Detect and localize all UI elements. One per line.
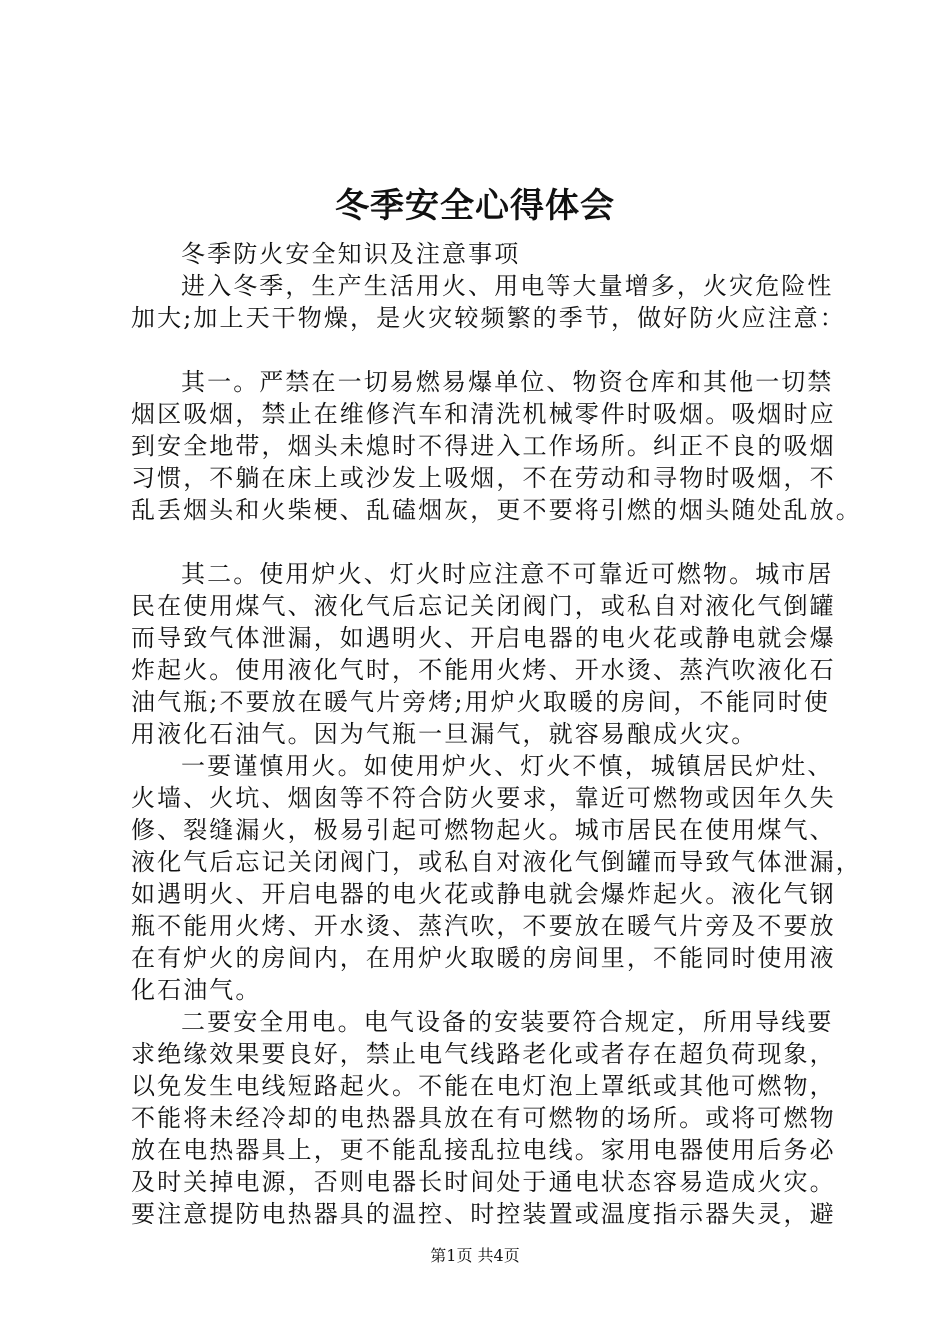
page-number-footer: 第1页 共4页: [430, 1246, 520, 1265]
paragraph-line: 其一。严禁在一切易燃易爆单位、物资仓库和其他一切禁: [181, 368, 834, 396]
paragraph-line: 以免发生电线短路起火。不能在电灯泡上罩纸或其他可燃物，: [131, 1072, 836, 1100]
paragraph-line: 进入冬季，生产生活用火、用电等大量增多，火灾危险性: [181, 272, 834, 300]
paragraph-line: 习惯，不躺在床上或沙发上吸烟，不在劳动和寻物时吸烟，不: [131, 464, 836, 492]
document-body: [131, 238, 862, 1230]
paragraph-line: 用液化石油气。因为气瓶一旦漏气，就容易酿成火灾。: [131, 720, 758, 748]
paragraph-line: 如遇明火、开启电器的电火花或静电就会爆炸起火。液化气钢: [131, 880, 836, 908]
paragraph-line: 加大;加上天干物燥，是火灾较频繁的季节，做好防火应注意：: [131, 304, 846, 332]
paragraph-line: 二要安全用电。电气设备的安装要符合规定，所用导线要: [181, 1008, 834, 1036]
blank-line: [131, 334, 831, 366]
paragraph-line: 烟区吸烟，禁止在维修汽车和清洗机械零件时吸烟。吸烟时应: [131, 400, 836, 428]
paragraph-line: 而导致气体泄漏，如遇明火、开启电器的电火花或静电就会爆: [131, 624, 836, 652]
paragraph-line: 其二。使用炉火、灯火时应注意不可靠近可燃物。城市居: [181, 560, 834, 588]
paragraph-line: 修、裂缝漏火，极易引起可燃物起火。城市居民在使用煤气、: [131, 816, 836, 844]
paragraph-line: 乱丢烟头和火柴梗、乱磕烟灰，更不要将引燃的烟头随处乱放。: [131, 496, 862, 524]
paragraph-line: 要注意提防电热器具的温控、时控装置或温度指示器失灵，避: [131, 1200, 836, 1228]
paragraph-line: 一要谨慎用火。如使用炉火、灯火不慎，城镇居民炉灶、: [181, 752, 834, 780]
paragraph-line: 及时关掉电源，否则电器长时间处于通电状态容易造成火灾。: [131, 1168, 836, 1196]
document-title: 冬季安全心得体会: [335, 186, 615, 226]
paragraph-line: 液化气后忘记关闭阀门，或私自对液化气倒罐而导致气体泄漏，: [131, 848, 862, 876]
paragraph-line: 化石油气。: [131, 976, 262, 1004]
paragraph-line: 到安全地带，烟头未熄时不得进入工作场所。纠正不良的吸烟: [131, 432, 836, 460]
paragraph-line: 瓶不能用火烤、开水烫、蒸汽吹，不要放在暖气片旁及不要放: [131, 912, 836, 940]
paragraph-line: 油气瓶;不要放在暖气片旁烤;用炉火取暖的房间，不能同时使: [131, 688, 830, 716]
blank-line: [131, 526, 831, 558]
paragraph-line: 不能将未经冷却的电热器具放在有可燃物的场所。或将可燃物: [131, 1104, 836, 1132]
paragraph-line: 求绝缘效果要良好，禁止电气线路老化或者存在超负荷现象，: [131, 1040, 836, 1068]
paragraph-line: 火墙、火坑、烟囱等不符合防火要求，靠近可燃物或因年久失: [131, 784, 836, 812]
paragraph-line: 在有炉火的房间内，在用炉火取暖的房间里，不能同时使用液: [131, 944, 836, 972]
paragraph-line: 民在使用煤气、液化气后忘记关闭阀门，或私自对液化气倒罐: [131, 592, 836, 620]
section-heading: 冬季防火安全知识及注意事项: [181, 240, 521, 268]
paragraph-line: 炸起火。使用液化气时，不能用火烤、开水烫、蒸汽吹液化石: [131, 656, 836, 684]
paragraph-line: 放在电热器具上，更不能乱接乱拉电线。家用电器使用后务必: [131, 1136, 836, 1164]
